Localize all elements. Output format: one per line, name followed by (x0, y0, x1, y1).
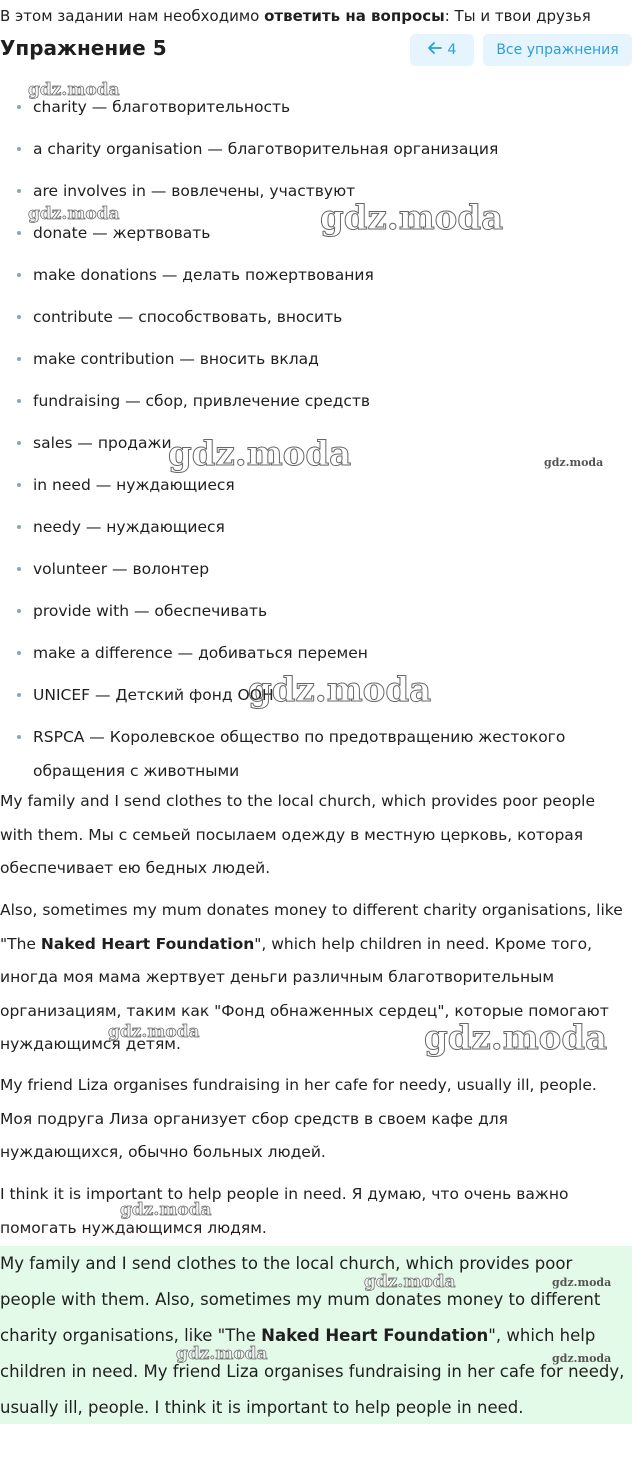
list-item: provide with — обеспечивать (33, 594, 267, 628)
intro-suffix: : Ты и твои друзья (444, 7, 591, 25)
watermark: gdz.moda (320, 198, 504, 238)
list-item: contribute — способствовать, вносить (33, 300, 342, 334)
answer-paragraph-2: Also, sometimes my mum donates money to different charity organisations, like "The Naked Heart Foundation", which help children in need. Кроме того, иногда моя мама жертвует деньги различным благотворительным организациям, таким как "Фонд обнаженных сердец", которые помогают нуждающимся детям. (0, 901, 623, 1053)
list-item: sales — продажи (33, 426, 172, 460)
all-exercises-button[interactable]: Все упражнения (483, 34, 632, 66)
intro-bold: ответить на вопросы (264, 7, 445, 25)
list-item: charity — благотворительность (33, 90, 290, 124)
watermark: gdz.moda (364, 1272, 456, 1292)
list-item: volunteer — волонтер (33, 552, 209, 586)
summary-text: My family and I send clothes to the local church, which provides poor people with them. Also, sometimes my mum donates money to different charity organisations, like "The Naked Heart Foundation", which help children in need. My friend Liza organises fundraising in her cafe for needy, usually ill, people. I think it is important to help people in need. (0, 1254, 625, 1417)
watermark: gdz.moda (552, 1352, 612, 1365)
answer-paragraph-4: I think it is important to help people in need. Я думаю, что очень важно помогать нуждающимся людям. (0, 1185, 569, 1237)
watermark: gdz.moda (108, 1022, 200, 1042)
answer-paragraph-3: My friend Liza organises fundraising in her cafe for needy, usually ill, people. Моя подруга Лиза организует сбор средств в своем кафе для нуждающихся, обычно больных людей. (0, 1076, 597, 1161)
intro-prefix: В этом задании нам необходимо (0, 7, 265, 25)
watermark: gdz.moda (120, 1200, 212, 1220)
watermark: gdz.moda (28, 80, 120, 100)
list-item: make contribution — вносить вклад (33, 342, 319, 376)
answer-paragraph-1: My family and I send clothes to the local church, which provides poor people with them. Мы с семьей посылаем одежду в местную церковь, которая обеспечивает ею бедных людей. (0, 792, 596, 877)
list-item: donate — жертвовать (33, 216, 210, 250)
watermark: gdz.moda (544, 456, 604, 469)
arrow-left-icon (428, 42, 442, 58)
watermark: gdz.moda (552, 1276, 612, 1289)
prev-exercise-label: 4 (447, 42, 457, 58)
list-item: UNICEF — Детский фонд ООН (33, 678, 274, 712)
answer-summary-box (0, 1246, 632, 1424)
list-item: needy — нуждающиеся (33, 510, 225, 544)
watermark: gdz.moda (176, 1344, 268, 1364)
list-item: a charity organisation — благотворительная организация (33, 132, 498, 166)
watermark: gdz.moda (28, 204, 120, 224)
list-item: fundraising — сбор, привлечение средств (33, 384, 370, 418)
list-item: in need — нуждающиеся (33, 468, 235, 502)
list-item: are involves in — вовлечены, участвуют (33, 174, 355, 208)
intro-text (0, 6, 591, 26)
page-title: Упражнение 5 (0, 36, 167, 60)
watermark: gdz.moda (248, 670, 432, 710)
watermark: gdz.moda (168, 434, 352, 474)
list-item: RSPCA — Королевское общество по предотвращению жестокого обращения с животными (33, 720, 613, 788)
list-item: make donations — делать пожертвования (33, 258, 374, 292)
exercise-header (0, 34, 632, 64)
watermark: gdz.moda (424, 1018, 608, 1058)
list-item: make a difference — добиваться перемен (33, 636, 368, 670)
prev-exercise-button[interactable] (410, 34, 474, 66)
